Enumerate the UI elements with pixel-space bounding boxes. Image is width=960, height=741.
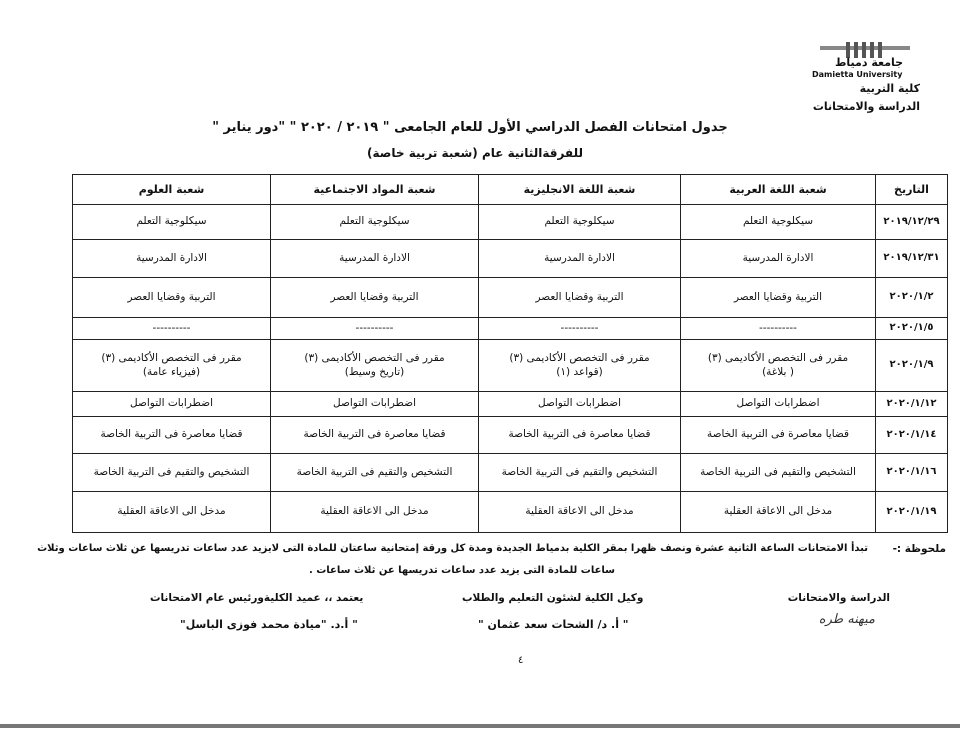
date-cell: ٢٠٢٠/١/٩: [876, 340, 948, 392]
course-detail: ( بلاغة): [762, 365, 794, 378]
table-cell: مدخل الى الاعاقة العقلية: [73, 492, 271, 533]
table-cell: ----------: [681, 318, 876, 340]
date-cell: ٢٠٢٠/١/١٦: [876, 454, 948, 492]
date-cell: ٢٠٢٠/١/١٤: [876, 417, 948, 454]
table-row: [73, 318, 948, 340]
table-cell: قضايا معاصرة فى التربية الخاصة: [73, 417, 271, 454]
header-arabic: شعبة اللغة العربية: [681, 175, 876, 205]
date-cell: ٢٠٢٠/١/١٢: [876, 392, 948, 417]
header-english: شعبة اللغة الانجليزية: [479, 175, 681, 205]
table-row: [73, 417, 948, 454]
table-cell: التربية وقضايا العصر: [73, 278, 271, 318]
table-cell: مدخل الى الاعاقة العقلية: [271, 492, 479, 533]
logo-arabic-text: جامعة دمياط: [835, 56, 904, 69]
table-cell: قضايا معاصرة فى التربية الخاصة: [681, 417, 876, 454]
note-line-2: ساعات للمادة التى يزيد عدد ساعات تدريسها عن ثلاث ساعات .: [308, 565, 615, 576]
table-cell: اضطرابات التواصل: [271, 392, 479, 417]
handwritten-signature: ميهنه طره: [818, 612, 875, 627]
table-cell: سيكلوجية التعلم: [73, 205, 271, 240]
table-cell: ----------: [73, 318, 271, 340]
table-cell: التربية وقضايا العصر: [479, 278, 681, 318]
course-name: مقرر فى التخصص الأكاديمى (٣): [509, 352, 650, 365]
table-cell: قضايا معاصرة فى التربية الخاصة: [271, 417, 479, 454]
header-science: شعبة العلوم: [73, 175, 271, 205]
table-cell: الادارة المدرسية: [479, 240, 681, 278]
exam-schedule-table: [72, 174, 948, 533]
course-name: مقرر فى التخصص الأكاديمى (٣): [304, 352, 445, 365]
table-cell: الادارة المدرسية: [73, 240, 271, 278]
table-cell: اضطرابات التواصل: [681, 392, 876, 417]
table-row: [73, 454, 948, 492]
signature-title-dean: يعتمد ،، عميد الكليةورئيس عام الامتحانات: [150, 592, 364, 604]
table-cell: [681, 340, 876, 392]
logo-english-text: Damietta University: [812, 70, 903, 79]
signature-name-vice-dean: " أ. د/ الشحات سعد عثمان ": [478, 618, 629, 631]
table-cell: [479, 340, 681, 392]
bottom-border: [0, 724, 960, 728]
table-cell: سيكلوجية التعلم: [681, 205, 876, 240]
page-number: ٤: [518, 655, 524, 666]
date-cell: ٢٠١٩/١٢/٢٩: [876, 205, 948, 240]
table-cell: التشخيص والتقيم فى التربية الخاصة: [681, 454, 876, 492]
table-cell: قضايا معاصرة فى التربية الخاصة: [479, 417, 681, 454]
signature-title-vice-dean: وكيل الكلية لشئون التعليم والطلاب: [462, 592, 644, 604]
table-row: [73, 392, 948, 417]
course-detail: (قواعد (١): [556, 365, 603, 378]
table-cell: اضطرابات التواصل: [73, 392, 271, 417]
table-cell: [271, 340, 479, 392]
table-row: [73, 240, 948, 278]
course-name: مقرر فى التخصص الأكاديمى (٣): [707, 352, 849, 365]
schedule-subtitle: للفرقةالثانية عام (شعبة تربية خاصة): [367, 146, 583, 160]
signature-name-dean: " أ.د. "ميادة محمد فوزى الباسل": [180, 618, 358, 631]
table-cell: الادارة المدرسية: [271, 240, 479, 278]
note-label: ملحوظة :-: [892, 543, 946, 555]
course-detail: (تاريخ وسيط): [344, 365, 405, 378]
course-name: مقرر فى التخصص الأكاديمى (٣): [101, 352, 242, 365]
header-social: شعبة المواد الاجتماعية: [271, 175, 479, 205]
table-cell: ----------: [271, 318, 479, 340]
date-cell: ٢٠٢٠/١/١٩: [876, 492, 948, 533]
table-row: [73, 278, 948, 318]
table-cell: مدخل الى الاعاقة العقلية: [681, 492, 876, 533]
date-cell: ٢٠٢٠/١/٥: [876, 318, 948, 340]
table-row: [73, 205, 948, 240]
table-cell: [73, 340, 271, 392]
date-cell: ٢٠١٩/١٢/٣١: [876, 240, 948, 278]
table-cell: مدخل الى الاعاقة العقلية: [479, 492, 681, 533]
department-name: الدراسة والامتحانات: [812, 100, 920, 113]
table-cell: سيكلوجية التعلم: [271, 205, 479, 240]
table-cell: سيكلوجية التعلم: [479, 205, 681, 240]
course-detail: (فيزياء عامة): [142, 365, 201, 378]
table-cell: التشخيص والتقيم فى التربية الخاصة: [271, 454, 479, 492]
table-cell: اضطرابات التواصل: [479, 392, 681, 417]
date-cell: ٢٠٢٠/١/٢: [876, 278, 948, 318]
table-cell: التشخيص والتقيم فى التربية الخاصة: [479, 454, 681, 492]
faculty-name: كلية التربية: [859, 82, 920, 95]
table-row: [73, 492, 948, 533]
table-cell: التربية وقضايا العصر: [271, 278, 479, 318]
table-header-row: [73, 175, 948, 205]
table-cell: الادارة المدرسية: [681, 240, 876, 278]
table-cell: التشخيص والتقيم فى التربية الخاصة: [73, 454, 271, 492]
table-cell: التربية وقضايا العصر: [681, 278, 876, 318]
schedule-title: جدول امتحانات الفصل الدراسي الأول للعام الجامعى " ٢٠١٩ / ٢٠٢٠ " "دور يناير ": [212, 120, 728, 135]
table-row: [73, 340, 948, 392]
header-date: التاريخ: [876, 175, 948, 205]
table-cell: ----------: [479, 318, 681, 340]
note-line-1: تبدأ الامتحانات الساعة الثانية عشرة ونصف ظهرا بمقر الكلية بدمياط الجديدة ومدة كل ورقة إمتحانية ساعتان للمادة التى لايزيد عدد ساعات تدريسها عن ثلاث ساعات وثلاث: [37, 543, 868, 554]
signature-title-exams: الدراسة والامتحانات: [787, 592, 890, 604]
